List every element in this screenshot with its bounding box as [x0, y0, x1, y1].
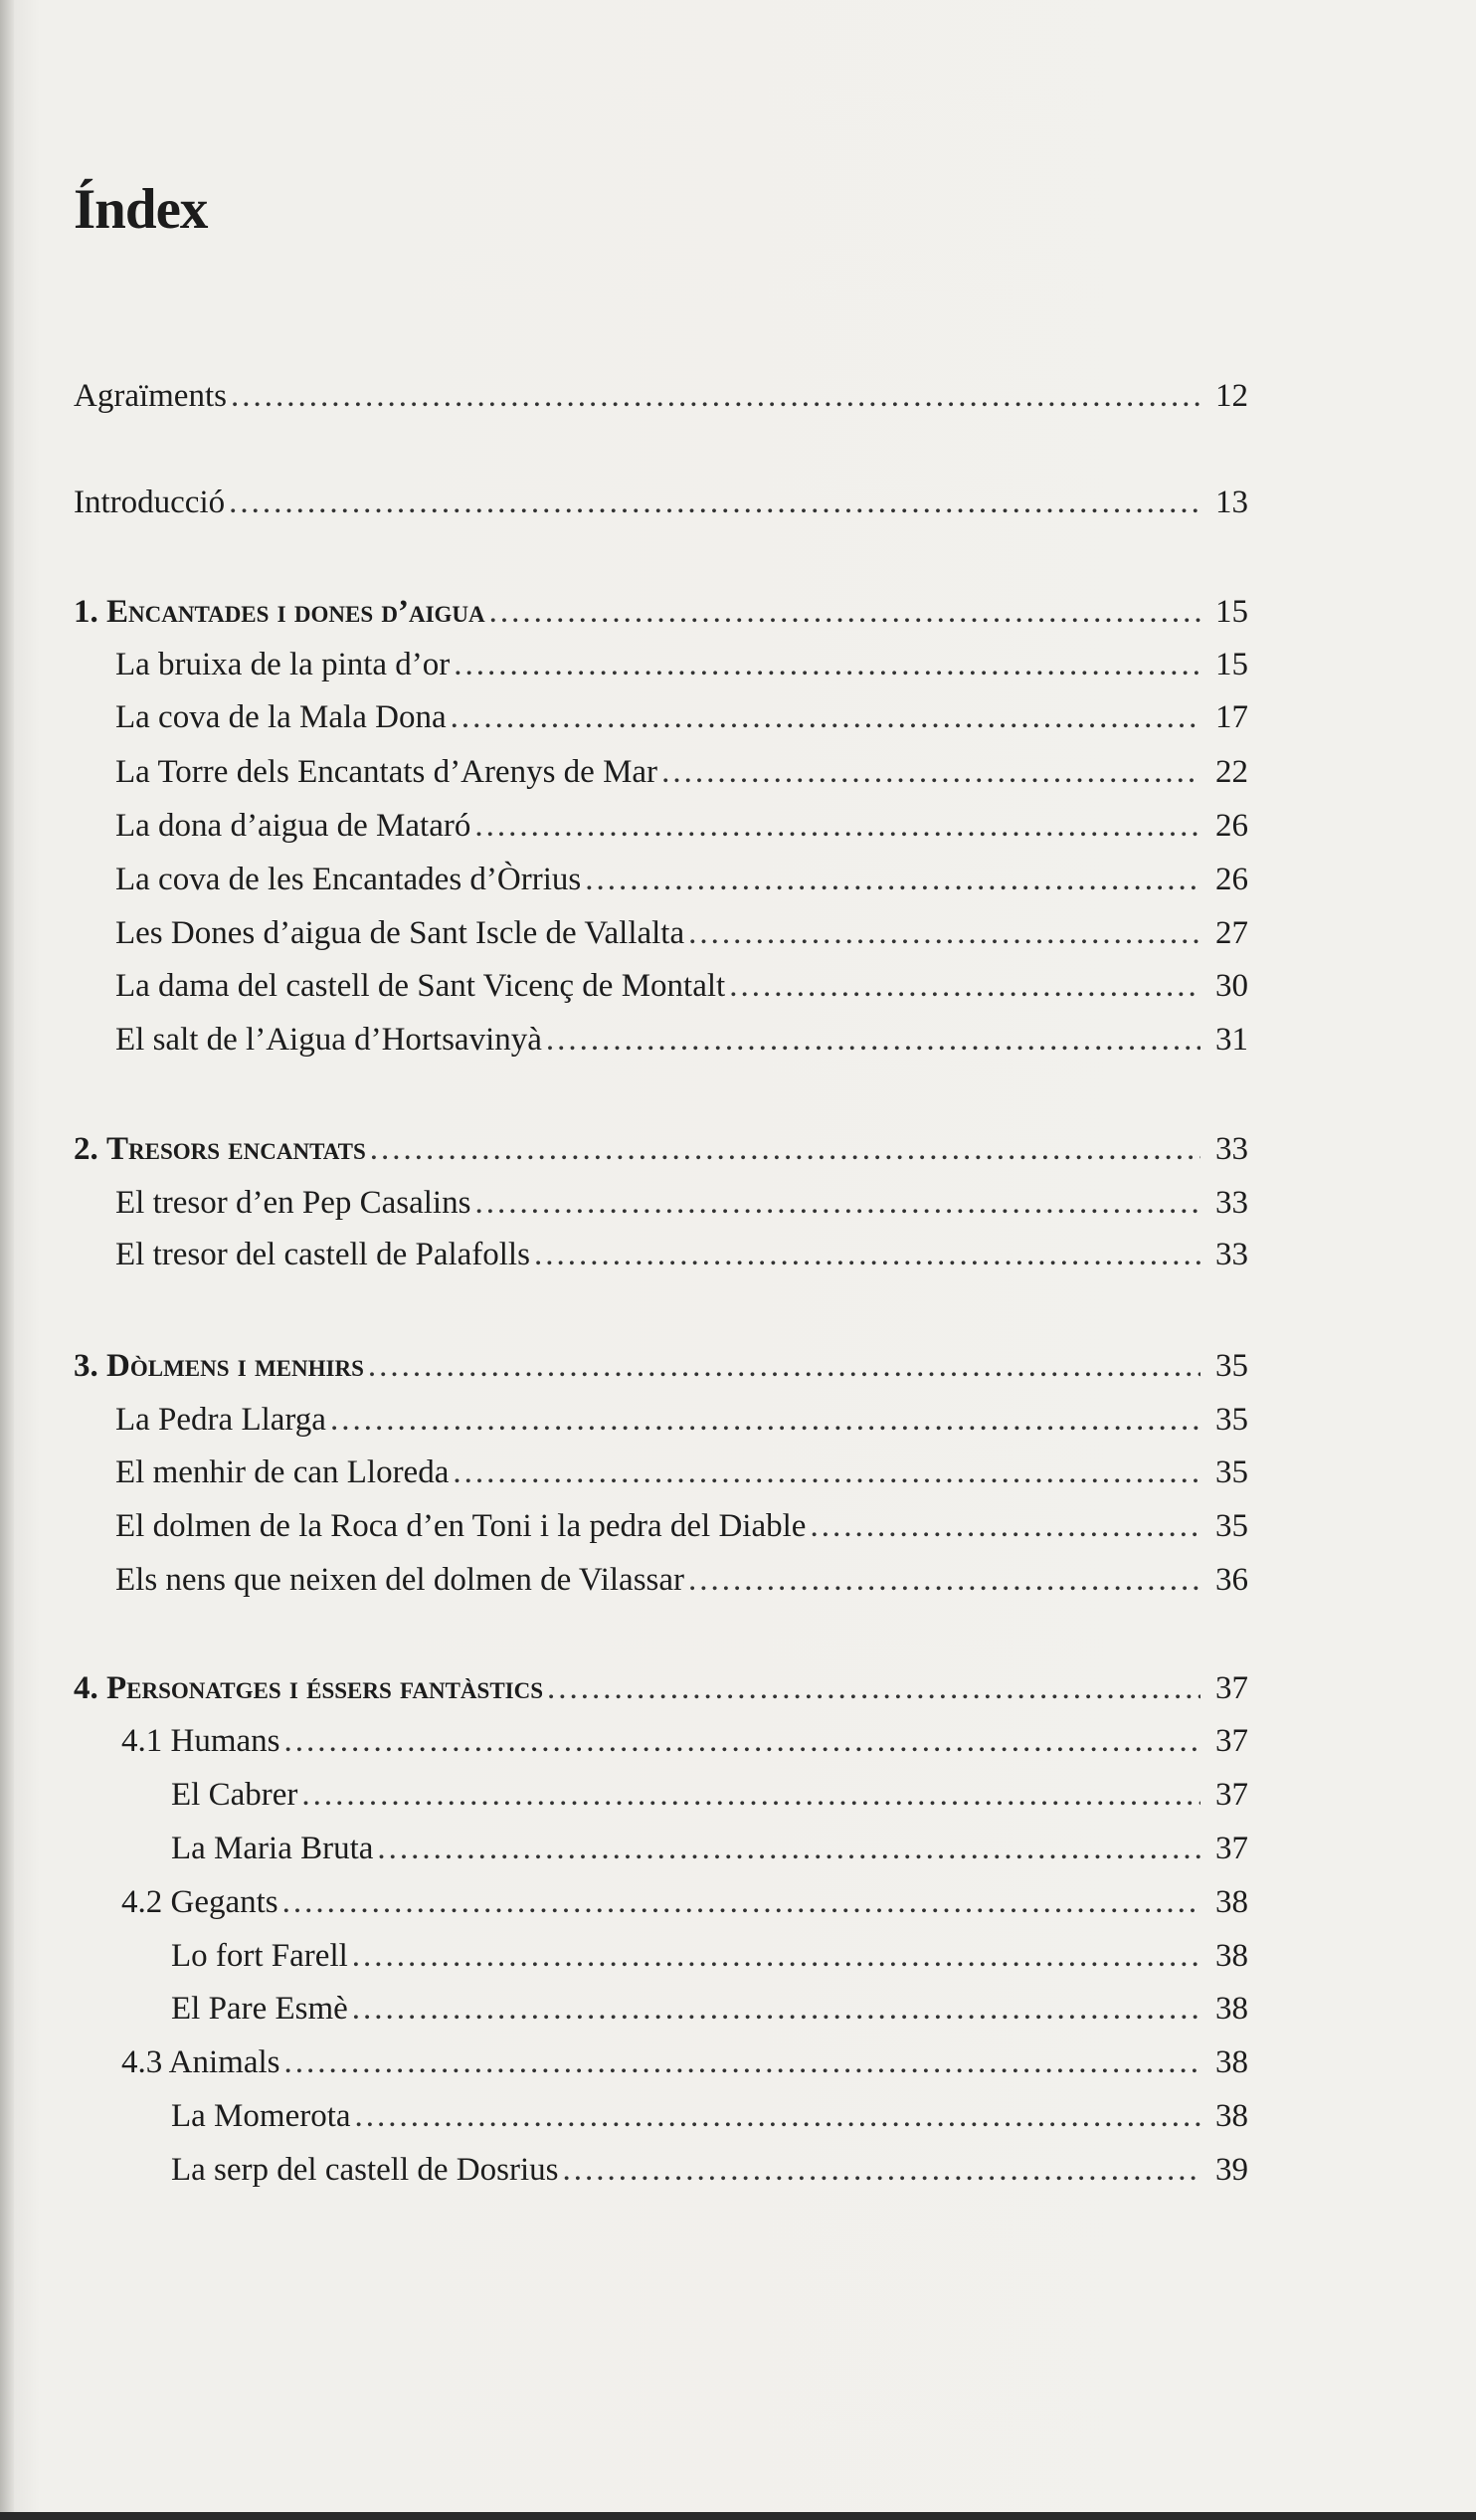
toc-page-number: 30: [1215, 968, 1248, 1004]
leader-dots: [355, 2092, 1200, 2140]
toc-subsection[interactable]: [121, 2038, 1248, 2086]
leader-dots: [229, 479, 1200, 526]
toc-entry[interactable]: [115, 1231, 1248, 1278]
toc-page-number: 35: [1215, 1454, 1248, 1490]
toc-page-number: 15: [1215, 647, 1248, 682]
leader-dots: [451, 693, 1200, 741]
leader-dots: [231, 372, 1200, 420]
toc-page-number: 26: [1215, 862, 1248, 897]
toc-entry-label: El tresor del castell de Palafolls: [115, 1237, 530, 1272]
toc-section-1[interactable]: [74, 588, 1248, 636]
toc-page-number: 37: [1215, 1777, 1248, 1813]
section-number: 1.: [74, 594, 98, 630]
toc-entry[interactable]: [115, 748, 1248, 796]
section-number: 3.: [74, 1348, 98, 1384]
page-title: Índex: [74, 178, 208, 241]
section-title: Tresors encantats: [106, 1131, 366, 1167]
toc-page-number: 22: [1215, 754, 1248, 790]
toc-section-label: [74, 1664, 543, 1712]
leader-dots: [688, 909, 1200, 957]
toc-entry[interactable]: [171, 2146, 1248, 2194]
toc-page-number: 37: [1215, 1670, 1248, 1706]
toc-entry[interactable]: [115, 1502, 1248, 1550]
leader-dots: [729, 962, 1200, 1010]
toc-page-number: 38: [1215, 2098, 1248, 2134]
toc-entry-label: La dona d’aigua de Mataró: [115, 808, 471, 844]
toc-entry-label: La bruixa de la pinta d’or: [115, 647, 451, 682]
toc-page-number: 38: [1215, 1991, 1248, 2027]
toc-entry[interactable]: [115, 962, 1248, 1010]
toc-page-number: 27: [1215, 915, 1248, 951]
toc-section-4[interactable]: [74, 1664, 1248, 1712]
toc-entry-label: El Pare Esmè: [171, 1991, 348, 2027]
leader-dots: [454, 641, 1200, 688]
toc-entry-label: El dolmen de la Roca d’en Toni i la pedra del Diable: [115, 1508, 807, 1544]
toc-entry-label: La Pedra Llarga: [115, 1402, 326, 1438]
toc-page-number: 35: [1215, 1508, 1248, 1544]
toc-subsection[interactable]: [121, 1878, 1248, 1926]
toc-page-number: 36: [1215, 1562, 1248, 1598]
toc-entry-introduccio[interactable]: [74, 479, 1248, 526]
section-title: Dòlmens i menhirs: [106, 1348, 364, 1384]
leader-dots: [810, 1502, 1200, 1550]
toc-entry-agraiments[interactable]: [74, 372, 1248, 420]
leader-dots: [453, 1449, 1200, 1496]
toc-page-number: 38: [1215, 2044, 1248, 2080]
toc-entry[interactable]: [171, 1985, 1248, 2033]
leader-dots: [301, 1771, 1200, 1819]
toc-entry[interactable]: [171, 1825, 1248, 1872]
toc-entry[interactable]: [115, 1179, 1248, 1227]
toc-entry-label: La Maria Bruta: [171, 1831, 374, 1866]
toc-entry[interactable]: [115, 856, 1248, 903]
toc-entry-label: Introducció: [74, 485, 226, 520]
toc-entry[interactable]: [115, 1016, 1248, 1064]
toc-page-number: 26: [1215, 808, 1248, 844]
section-title: Encantades i dones d’aigua: [106, 594, 485, 630]
toc-entry[interactable]: [171, 2092, 1248, 2140]
toc-page-number: 12: [1215, 378, 1248, 414]
leader-dots: [562, 2146, 1200, 2194]
toc-page-number: 33: [1215, 1237, 1248, 1272]
toc-page-number: 35: [1215, 1348, 1248, 1384]
toc-entry[interactable]: [171, 1932, 1248, 1980]
toc-entry-label: La dama del castell de Sant Vicenç de Montalt: [115, 968, 726, 1004]
toc-entry[interactable]: [115, 1396, 1248, 1444]
section-number: 4.: [74, 1670, 98, 1706]
leader-dots: [474, 802, 1200, 850]
toc-section-label: [74, 1125, 366, 1173]
toc-entry-label: La serp del castell de Dosrius: [171, 2152, 559, 2188]
leader-dots: [284, 2038, 1200, 2086]
leader-dots: [330, 1396, 1200, 1444]
toc-page-number: 35: [1215, 1402, 1248, 1438]
leader-dots: [368, 1342, 1200, 1390]
toc-section-label: [74, 1342, 364, 1390]
leader-dots: [352, 1985, 1200, 2033]
toc-entry[interactable]: [115, 1556, 1248, 1604]
toc-entry-label: Els nens que neixen del dolmen de Vilassar: [115, 1562, 685, 1598]
leader-dots: [585, 856, 1200, 903]
toc-page-number: 38: [1215, 1938, 1248, 1974]
toc-page-number: 33: [1215, 1185, 1248, 1221]
toc-page-number: 33: [1215, 1131, 1248, 1167]
toc-entry-label: El Cabrer: [171, 1777, 298, 1813]
toc-entry-label: La cova de la Mala Dona: [115, 699, 447, 735]
toc-entry-label: El menhir de can Lloreda: [115, 1454, 450, 1490]
leader-dots: [534, 1231, 1200, 1278]
toc-section-label: [74, 588, 485, 636]
toc-entry[interactable]: [115, 909, 1248, 957]
toc-entry[interactable]: [115, 641, 1248, 688]
toc-entry[interactable]: [115, 802, 1248, 850]
leader-dots: [377, 1825, 1200, 1872]
leader-dots: [661, 748, 1200, 796]
toc-section-2[interactable]: [74, 1125, 1248, 1173]
toc-page-number: 38: [1215, 1884, 1248, 1920]
toc-page-number: 39: [1215, 2152, 1248, 2188]
leader-dots: [370, 1125, 1200, 1173]
leader-dots: [474, 1179, 1200, 1227]
leader-dots: [688, 1556, 1200, 1604]
leader-dots: [489, 588, 1200, 636]
toc-entry-label: El salt de l’Aigua d’Hortsavinyà: [115, 1022, 542, 1058]
toc-entry-label: La Momerota: [171, 2098, 351, 2134]
section-title: Personatges i éssers fantàstics: [106, 1670, 544, 1706]
leader-dots: [282, 1878, 1200, 1926]
toc-entry-label: La Torre dels Encantats d’Arenys de Mar: [115, 754, 658, 790]
toc-subsection[interactable]: [121, 1717, 1248, 1765]
leader-dots: [547, 1664, 1200, 1712]
toc-entry-label: Agraïments: [74, 378, 227, 414]
leader-dots: [284, 1717, 1201, 1765]
toc-page-number: 13: [1215, 485, 1248, 520]
leader-dots: [352, 1932, 1200, 1980]
toc-page-number: 15: [1215, 594, 1248, 630]
toc-entry[interactable]: [115, 1449, 1248, 1496]
toc-entry-label: Les Dones d’aigua de Sant Iscle de Vallalta: [115, 915, 685, 951]
toc-subsection-label: 4.3 Animals: [121, 2044, 280, 2080]
toc-subsection-label: 4.2 Gegants: [121, 1884, 278, 1920]
toc-entry[interactable]: [171, 1771, 1248, 1819]
toc-page-number: 17: [1215, 699, 1248, 735]
toc-entry[interactable]: [115, 693, 1248, 741]
toc-page-number: 37: [1215, 1723, 1248, 1759]
leader-dots: [546, 1016, 1200, 1064]
toc-entry-label: La cova de les Encantades d’Òrrius: [115, 862, 582, 897]
toc-section-3[interactable]: [74, 1342, 1248, 1390]
toc-subsection-label: 4.1 Humans: [121, 1723, 280, 1759]
page-bottom-edge: [0, 2512, 1476, 2520]
section-number: 2.: [74, 1131, 98, 1167]
toc-entry-label: Lo fort Farell: [171, 1938, 348, 1974]
toc-page-number: 31: [1215, 1022, 1248, 1058]
toc-page-number: 37: [1215, 1831, 1248, 1866]
toc-entry-label: El tresor d’en Pep Casalins: [115, 1185, 471, 1221]
